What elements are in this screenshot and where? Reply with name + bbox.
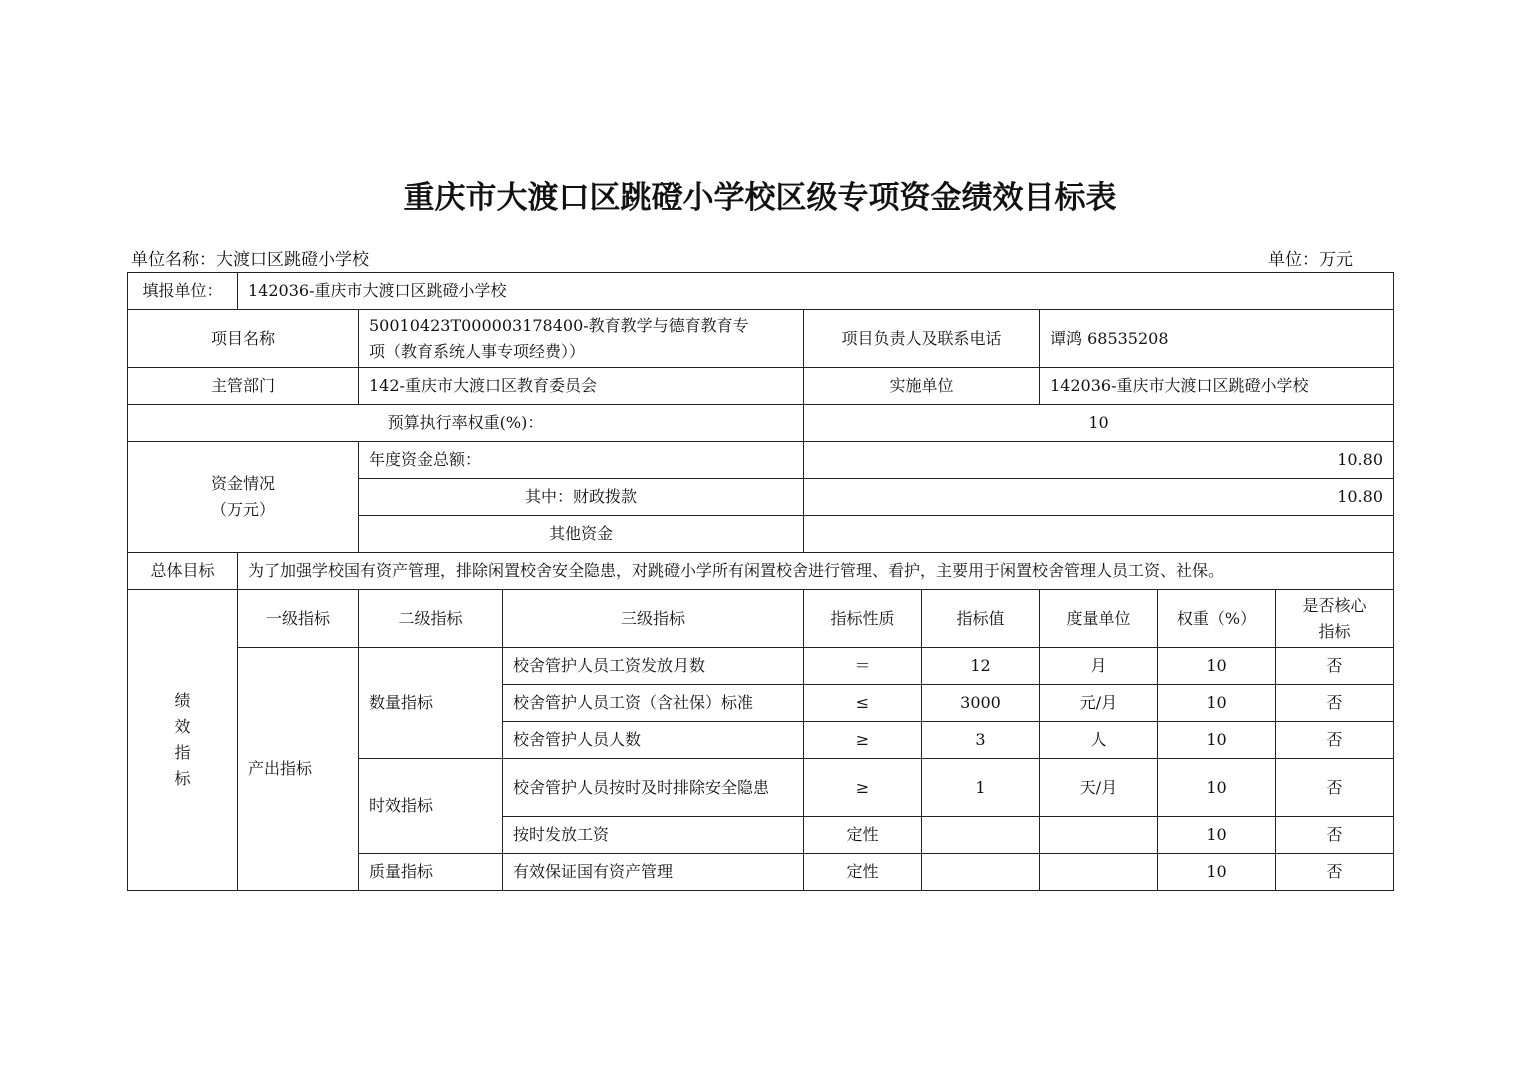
value-cell: 1 [922, 759, 1040, 817]
money-unit: 单位：万元 [1268, 250, 1353, 270]
value-cell: 12 [922, 648, 1040, 685]
unit-cell [1040, 817, 1158, 854]
nature-cell: ≥ [804, 759, 922, 817]
funds-total-value: 10.80 [804, 442, 1394, 479]
page-title: 重庆市大渡口区跳磴小学校区级专项资金绩效目标表 [403, 180, 1117, 216]
weight-cell: 10 [1158, 854, 1276, 891]
nature-cell: ≥ [804, 722, 922, 759]
unit-name: 单位名称：大渡口区跳磴小学校 [131, 250, 369, 270]
value-cell [922, 817, 1040, 854]
unit-cell: 月 [1040, 648, 1158, 685]
level3-cell: 校舍管护人员工资（含社保）标准 [503, 685, 804, 722]
value-cell: 3 [922, 722, 1040, 759]
core-cell: 否 [1276, 854, 1394, 891]
level3-cell: 校舍管护人员按时及时排除安全隐患 [503, 759, 804, 817]
level3-cell: 校舍管护人员人数 [503, 722, 804, 759]
funds-other-label: 其他资金 [359, 516, 804, 553]
funds-total-label: 年度资金总额： [359, 442, 804, 479]
header-unit: 度量单位 [1040, 590, 1158, 648]
nature-cell: 定性 [804, 854, 922, 891]
core-cell: 否 [1276, 648, 1394, 685]
funds-label: 资金情况 （万元） [128, 442, 359, 553]
funds-fiscal-value: 10.80 [804, 479, 1394, 516]
core-cell: 否 [1276, 759, 1394, 817]
funds-other-value [804, 516, 1394, 553]
header-core: 是否核心 指标 [1276, 590, 1394, 648]
fill-unit-label: 填报单位： [128, 273, 238, 310]
nature-cell: ＝ [804, 648, 922, 685]
perf-label: 绩 效 指 标 [128, 590, 238, 891]
weight-cell: 10 [1158, 685, 1276, 722]
unit-cell: 元/月 [1040, 685, 1158, 722]
header-weight: 权重（%） [1158, 590, 1276, 648]
level3-cell: 校舍管护人员工资发放月数 [503, 648, 804, 685]
level2-cell: 质量指标 [359, 854, 503, 891]
unit-cell: 人 [1040, 722, 1158, 759]
weight-cell: 10 [1158, 722, 1276, 759]
core-cell: 否 [1276, 722, 1394, 759]
header-value: 指标值 [922, 590, 1040, 648]
weight-cell: 10 [1158, 759, 1276, 817]
nature-cell: ≤ [804, 685, 922, 722]
dept-label: 主管部门 [128, 368, 359, 405]
value-cell: 3000 [922, 685, 1040, 722]
nature-cell: 定性 [804, 817, 922, 854]
level3-cell: 有效保证国有资产管理 [503, 854, 804, 891]
project-leader-label: 项目负责人及联系电话 [804, 310, 1040, 368]
table-row [128, 648, 1394, 685]
dept-value: 142-重庆市大渡口区教育委员会 [359, 368, 804, 405]
core-cell: 否 [1276, 817, 1394, 854]
goal-label: 总体目标 [128, 553, 238, 590]
level1-cell: 产出指标 [238, 648, 359, 891]
value-cell [922, 854, 1040, 891]
impl-unit-value: 142036-重庆市大渡口区跳磴小学校 [1040, 368, 1394, 405]
budget-rate-value: 10 [804, 405, 1394, 442]
impl-unit-label: 实施单位 [804, 368, 1040, 405]
unit-cell [1040, 854, 1158, 891]
unit-cell: 天/月 [1040, 759, 1158, 817]
level3-cell: 按时发放工资 [503, 817, 804, 854]
goal-text: 为了加强学校国有资产管理，排除闲置校舍安全隐患，对跳磴小学所有闲置校舍进行管理、看护，主要用于闲置校舍管理人员工资、社保。 [238, 553, 1394, 590]
project-name-value: 50010423T000003178400-教育教学与德育教育专项（教育系统人事专项经费）） [359, 310, 804, 368]
core-cell: 否 [1276, 685, 1394, 722]
header-level3: 三级指标 [503, 590, 804, 648]
level2-cell: 时效指标 [359, 759, 503, 854]
header-level1: 一级指标 [238, 590, 359, 648]
level2-cell: 数量指标 [359, 648, 503, 759]
weight-cell: 10 [1158, 817, 1276, 854]
weight-cell: 10 [1158, 648, 1276, 685]
project-leader-value: 谭鸿 68535208 [1040, 310, 1394, 368]
budget-rate-label: 预算执行率权重(%)： [128, 405, 804, 442]
fill-unit-value: 142036-重庆市大渡口区跳磴小学校 [238, 273, 1394, 310]
funds-fiscal-label: 其中：财政拨款 [359, 479, 804, 516]
header-level2: 二级指标 [359, 590, 503, 648]
project-name-label: 项目名称 [128, 310, 359, 368]
header-nature: 指标性质 [804, 590, 922, 648]
performance-table [127, 272, 1394, 891]
